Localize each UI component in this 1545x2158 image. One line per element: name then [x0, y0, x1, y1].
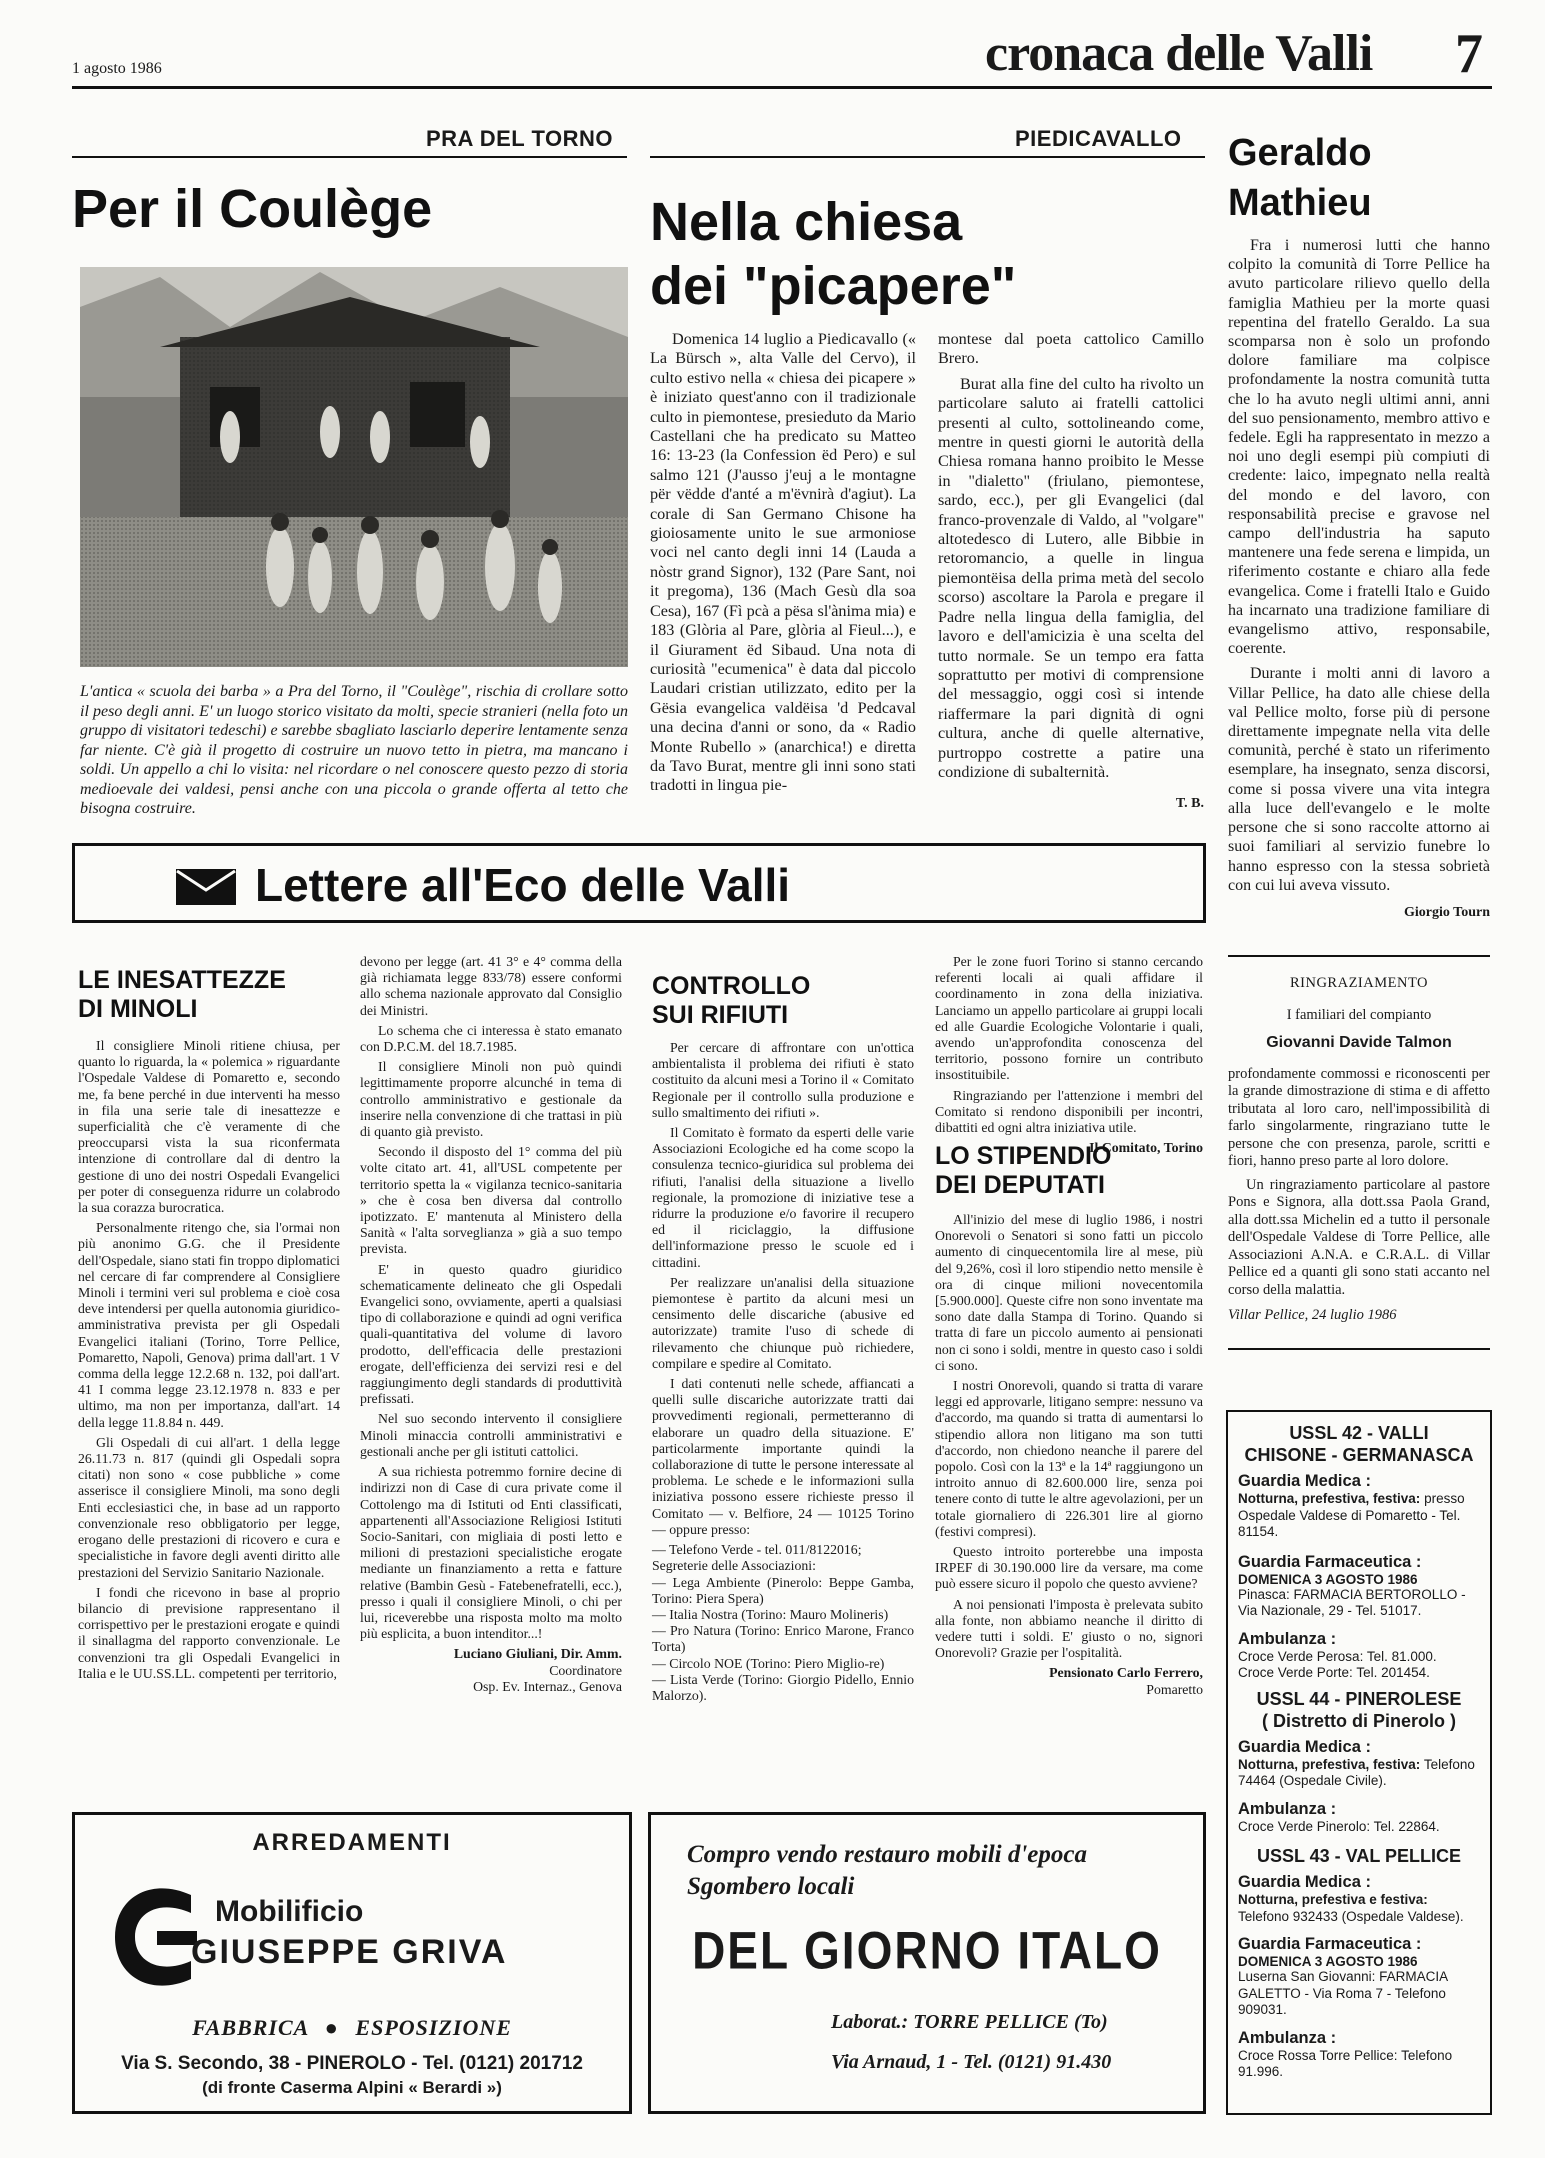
rifiuti-contact: — Lista Verde (Torino: Giorgio Pidello, Ennio Malorzo). — [652, 1671, 914, 1703]
ussl-42-ambulanza-line: Croce Verde Perosa: Tel. 81.000. — [1238, 1648, 1437, 1664]
griva-logo-icon — [111, 1877, 201, 1997]
ussl-43-farmacia-text: Luserna San Giovanni: FARMACIA GALETTO - Via Roma 7 - Telefono 909031. — [1238, 1969, 1448, 2017]
ussl-44-ambulanza-line: Croce Verde Pinerolo: Tel. 22864. — [1238, 1818, 1440, 1834]
minoli-paragraph: Il consigliere Minoli non può quindi legittimamente proporre alcunché in tema di controllo amministrativo e gestionale da inserire nella convenzione di che trattasi in più di quanto già previsto. — [360, 1059, 622, 1140]
headline-rifiuti — [652, 972, 810, 1030]
headline-mathieu — [1228, 128, 1372, 228]
minoli-col2 — [360, 954, 622, 1695]
rifiuti-contact: — Circolo NOE (Torino: Piero Miglio-re) — [652, 1655, 885, 1671]
ad-griva-address-note: (di fronte Caserma Alpini « Berardi ») — [202, 2078, 502, 2097]
headline-minoli-line1: LE INESATTEZZE — [78, 966, 286, 994]
ussl-42-guardia-detail: presso Ospedale Valdese di Pomaretto - Tel. 81154. — [1238, 1491, 1465, 1539]
ussl-43-farmacia-date: DOMENICA 3 AGOSTO 1986 — [1238, 1954, 1418, 1969]
rifiuti-paragraph: I dati contenuti nelle schede, affiancati a quelli sulle discariche autorizzate tratti dai provvedimenti regionali, permetteranno di elaborare un quadro della situazione. E' particolarmente importante quindi la collaborazione di tutte le persone interessate al problema. Le schede e le informazioni sulla iniziativa possono essere richieste presso il Comitato — v. Belfiore, 24 — 10125 Torino — oppure presso: — [652, 1376, 914, 1537]
rifiuti-contact: — Italia Nostra (Torino: Mauro Molineris) — [652, 1606, 889, 1622]
headline-picapere-line2: dei "picapere" — [650, 256, 1017, 316]
ad-griva-name-line2: GIUSEPPE GRIVA — [191, 1933, 508, 1971]
headline-stipendio-line2: DEI DEPUTATI — [935, 1171, 1105, 1199]
ad-griva-activities — [75, 2015, 629, 2041]
ussl-42-farmacia-label: Guardia Farmaceutica : — [1238, 1552, 1422, 1571]
ringraziamento-title: RINGRAZIAMENTO — [1289, 975, 1429, 991]
minoli-paragraph: Nel suo secondo intervento il consigliere Minoli minaccia controlli amministrativi e gestionali anche per gli istituti cattolici. — [360, 1411, 622, 1459]
rifiuti-paragraph: Ringraziando per l'attenzione i membri del Comitato si rendono disponibili per incontri, dibattiti ed ogni altra iniziativa utile. — [935, 1087, 1203, 1136]
ussl-44 — [1238, 1688, 1480, 1836]
minoli-signature-role: Coordinatore — [549, 1662, 622, 1678]
ussl-44-ambulanza-label: Ambulanza : — [1238, 1799, 1337, 1818]
ussl-44-guardia-text — [1238, 1757, 1480, 1790]
kicker-rule-2 — [650, 156, 1205, 158]
rifiuti-paragraph: Per le zone fuori Torino si stanno cercando referenti locali ai quali affidare il coordinamento in zona della iniziativa. Lanciamo un appello particolare ai gruppi locali ed alle Guardie Ecologiche Volontarie i quali, avendo un'approfondita conoscenza del territorio, possono fornire un contributo insostituibile. — [935, 954, 1203, 1083]
picapere-col1 — [650, 330, 916, 802]
ad-griva-activity-right: ESPOSIZIONE — [355, 2015, 512, 2040]
ad-delgiorno — [648, 1812, 1206, 2114]
ad-delgiorno-line2: Sgombero locali — [687, 1873, 855, 1900]
mathieu-rule — [1228, 955, 1490, 957]
ringraziamento — [1228, 975, 1490, 1325]
bullet-icon: ● — [324, 2015, 339, 2040]
minoli-signature-org: Osp. Ev. Internaz., Genova — [473, 1678, 622, 1694]
ussl-42-subtitle: CHISONE - GERMANASCA — [1244, 1445, 1474, 1465]
ringraziamento-intro: I familiari del compianto — [1286, 1006, 1432, 1023]
ussl-42-guardia-text — [1238, 1491, 1480, 1541]
rifiuti-paragraph: Il Comitato è formato da esperti delle varie Associazioni Ecologiche ed ha come scopo la consulenza tecnico-giuridica sul problema dei rifiuti, l'analisi della situazione a livello regionale, la promozione di iniziative tese a ridurre la produzione e/o favorire il recupero ed il riciclaggio, la diffusione dell'informazione presso le scuole ed i cittadini. — [652, 1125, 914, 1270]
stipendio-paragraph: I nostri Onorevoli, quando si tratta di varare leggi ed approvarle, litigano sempre: nessuno va d'accordo, ma quando si tratta di aumentarsi lo stipendio allora non litigano ma son tutti d'accordo, non chiedono neanche il parere del popolo. Così con la 13ª e la 14ª raggiungono un introito annuo di 82.600.000 lire, senza poi tenere conto di tutte le altre agevolazioni, per un totale giornaliero di 226.301 lire al giorno (festivi compresi). — [935, 1378, 1203, 1539]
rifiuti-contact: — Pro Natura (Torino: Enrico Marone, Franco Torta) — [652, 1623, 914, 1655]
masthead-rule — [72, 86, 1492, 89]
ad-griva — [72, 1812, 632, 2114]
ussl-43-title: USSL 43 - VAL PELLICE — [1256, 1846, 1462, 1866]
ussl-44-guardia-label: Guardia Medica : — [1238, 1737, 1371, 1756]
ringraziamento-paragraph: profondamente commossi e riconoscenti per la grande dimostrazione di stima e di affetto tributata al loro caro, nell'impossibilità di farlo singolarmente, ringraziano tutte le persone che con presenza, parole, scritti e fiori, hanno preso parte al loro dolore. — [1228, 1065, 1490, 1169]
ussl-43-guardia-label: Guardia Medica : — [1238, 1873, 1371, 1891]
minoli-paragraph: Personalmente ritengo che, sia l'ormai non più anonimo G.G. che il Presidente dell'Ospedale, siano stati fin troppo diplomatici nel cercare di far comprendere al Consigliere Minoli i termini veri sul problema e cioè cosa deve intendersi per quella autonomia giuridico-amministrativa prevista per gli Ospedali Evangelici italiani (Torino, Torre Pellice, Pomaretto, Napoli, Genova) prima dall'art. 1 V comma della legge 12.2.68 n. 132, poi dall'art. 41 I comma legge 23.12.1978 n. 833 e per ultimo, ma non per importanza, dall'art. 14 della legge 11.8.84 n. 449. — [78, 1220, 340, 1430]
ussl-42-ambulanza-line: Croce Verde Porte: Tel. 201454. — [1238, 1665, 1430, 1680]
ussl-44-guardia-bold: Notturna, prefestiva, festiva: — [1238, 1756, 1421, 1772]
kicker-rule — [72, 156, 627, 158]
kicker-piedicavallo: PIEDICAVALLO — [1015, 126, 1182, 151]
mathieu-signature: Giorgio Tourn — [1404, 904, 1490, 920]
envelope-icon — [175, 868, 237, 906]
headline-coulege: Per il Coulège — [72, 179, 433, 239]
ussl-43-farmacia-label: Guardia Farmaceutica : — [1238, 1935, 1422, 1953]
headline-minoli-line2: DI MINOLI — [78, 995, 198, 1023]
ringraziamento-place-date: Villar Pellice, 24 luglio 1986 — [1228, 1307, 1397, 1323]
ussl-42-title: USSL 42 - VALLI — [1289, 1423, 1429, 1443]
minoli-paragraph: Secondo il disposto del 1° comma del più volte citato art. 41, all'USL competente per territorio spetta la « vigilanza tecnico-sanitaria » che è cosa ben diversa dal controllo ipotizzato. E' mantenuta al Ministero della Sanità « l'alta sorveglianza » già a suo tempo prevista. — [360, 1144, 622, 1257]
rifiuti-col1 — [652, 1040, 914, 1704]
ringraziamento-rule — [1228, 1348, 1490, 1350]
rifiuti-paragraph: Per realizzare un'analisi della situazione piemontese è partito da alcuni mesi un censimento delle discariche (abusive ed autorizzate) tramite l'uso di schede di rilevamento che chiunque può richiedere, compilare e spedire al Comitato. — [652, 1274, 914, 1371]
ussl-42 — [1238, 1422, 1480, 1682]
headline-rifiuti-line2: SUI RIFIUTI — [652, 1001, 789, 1029]
stipendio-body — [935, 1212, 1203, 1698]
mathieu-paragraph: Durante i molti anni di lavoro a Villar Pellice, ha dato alle chiese della val Pellice molto, forse più di persone direttamente impegnate nella vita delle comunità, perché è stato un riferimento esemplare, ha insegnato, senza discorsi, come si possa vivere una vita integra alla luce dell'evangelo e le molte persone che si sono raccolte attorno ai suoi familiari al servizio funebre lo hanno espresso con la stessa sobrietà con cui lui aveva vissuto. — [1228, 665, 1490, 894]
ussl-42-guardia-label: Guardia Medica : — [1238, 1472, 1371, 1490]
ad-delgiorno-lab: Laborat.: TORRE PELLICE (To) — [831, 2011, 1108, 2033]
ussl-43-ambulanza-line: Croce Rossa Torre Pellice: Telefono 91.996. — [1238, 2047, 1453, 2079]
rifiuti-paragraph: Per cercare di affrontare con un'ottica ambientalista il problema dei rifiuti è stato costituito da alcuni mesi a Torino il « Comitato Regionale per il controllo sulla produzione e sullo smaltimento dei rifiuti ». — [652, 1040, 914, 1120]
headline-mathieu-line2: Mathieu — [1228, 182, 1372, 224]
minoli-col1 — [78, 1038, 340, 1686]
picapere-paragraph: montese dal poeta cattolico Camillo Brero. — [938, 330, 1204, 368]
minoli-paragraph: E' in questo quadro giuridico schematicamente delineato che gli Ospedali Evangelici sono, ovviamente, aperti a qualsiasi tipo di collaborazione e quindi ad ogni verifica quali-quantitativa del volume di lavoro prodotto, dell'efficacia delle prestazioni erogate, dell'efficienza dei servizi resi e del raggiungimento degli standards di produttività prefissati. — [360, 1261, 622, 1407]
ad-griva-address: Via S. Secondo, 38 - PINEROLO - Tel. (0121) 201712 — [121, 2053, 583, 2074]
picapere-paragraph: Domenica 14 luglio a Piedicavallo (« La Bürsch », alta Valle del Cervo), il culto estivo nella « chiesa dei picapere » è iniziato quest'anno con il tradizionale culto in piemontese, presieduto da Mario Castellani che ha predicato su Matteo 16: 13-23 (la Confession ëd Pero) e sul salmo 121 (J'ausso j'euj a le montagne për vëdde d'anté a m'ëvnirà d'agiut). La corale di San Germano Chisone ha gioiosamente unito le sue armoniose voci nel canto degli inni 14 (Lauda a nòstr grand Signor), 132 (Pare Sant, noi it pregoma), 136 (Mach Gesù dla soa Cesa), 167 (Fì pcà a pësa sl'ànima mia) e 183 (Glòria al Pare, glòria al Fieul...), e il Giurament ëd Sibaud. Una nota di curiosità "ecumenica" è data dal piccolo Laudari cristian utilizzato, edito per la Gësia evangelica valdëisa 'd Pedcaval una decina d'anni or sono, da « Radio Monte Rubello » (anarchica!) e diretta da Tavo Burat, mentre gli inni sono stati tradotti in lingua pie- — [650, 330, 916, 795]
headline-minoli — [78, 966, 286, 1024]
rifiuti-contact: — Telefono Verde - tel. 011/8122016; — [652, 1542, 862, 1558]
section-name: cronaca delle Valli — [985, 25, 1373, 82]
picapere-paragraph: Burat alla fine del culto ha rivolto un particolare saluto ai fratelli cattolici presenti al culto, sottolineando come, mentre in questi giorni le autorità della Chiesa romana hanno proibito le Messe in "dialetto" (friulano, piemontese, sardo, ecc.), per gli Evangelici (dal franco-provenzale di Valdo, al "volgare" altotedesco di Lutero, alle Bibbie in retoromancio, a quelle in lingua piemontëisa della prima metà del secolo scorso) ascoltare la Parola e pregare il Padre nella lingua della famiglia, del lavoro e dell'amicizia è una scelta del tutto normale. Se un tempo era fatta soprattutto per motivi di comprensione del messaggio, oggi così si intende riaffermare la pari dignità di ogni cultura, anche di quelle alternative, purtroppo costrette a patire una condizione di subalternità. — [938, 374, 1204, 781]
mathieu-body — [1228, 236, 1490, 922]
photo-caption: L'antica « scuola dei barba » a Pra del Torno, il "Coulège", rischia di crollare sotto il peso degli anni. E' un luogo storico visitato da molti, specie stranieri (nella foto un gruppo di visitatori tedeschi) e sarebbe sbagliato lasciarlo deperire lentamente senza far niente. C'è già il progetto di costruire un nuovo tetto in pietra, ma mancano i soldi. Un appello a chi lo visita: nel ricordare o nel conoscere questo pezzo di storia medioevale dei valdesi, pensi anche con una piccola o grande offerta al tetto che bisogna costruire. — [80, 683, 628, 817]
picapere-signature: T. B. — [1175, 796, 1204, 812]
minoli-paragraph: Il consigliere Minoli ritiene chiusa, per quanto lo riguarda, la « polemica » riguardante l'Ospedale Valdese di Pomaretto e, secondo me, fa bene perché in due interventi ha messo in fila una serie tale di inesattezze e superficialità che c'è veramente di che preoccuparsi vista la sua riconfermata intenzione di controllare dal di dentro la gestione di uno dei nostri Ospedali Evangelici per poter di conseguenza ridurre un colabrodo la sua corazza burocratica. — [78, 1038, 340, 1216]
minoli-paragraph: Lo schema che ci interessa è stato emanato con D.P.C.M. del 18.7.1985. — [360, 1022, 622, 1055]
ad-griva-heading: ARREDAMENTI — [252, 1829, 452, 1856]
ussl-44-guardia-detail: Telefono 74464 (Ospedale Civile). — [1238, 1756, 1475, 1788]
minoli-paragraph: devono per legge (art. 41 3° e 4° comma della già richiamata legge 833/78) essere conformi allo schema nazionale approvato dal Consiglio dei Ministri. — [360, 954, 622, 1018]
ussl-43-guardia-bold: Notturna, prefestiva e festiva: — [1238, 1892, 1428, 1907]
headline-mathieu-line1: Geraldo — [1228, 132, 1372, 174]
minoli-paragraph: A sua richiesta potremmo fornire decine di indirizzi non di Case di cura private come il Cottolengo ma di Istituti od Enti classificati, appartenenti all'Associazione Religiosi Istituti Socio-Sanitari, con migliaia di posti letto e milioni di prestazioni specialistiche erogate mediante un finanziamento a retta e fatture relative (Bambin Gesù - Fatebenefratelli, ecc.), presso i quali il consigliere Minoli, o chi per lui, riceverebbe una risposta molto ma molto più esplicita, a buon intenditor...! — [360, 1464, 622, 1642]
picapere-col2 — [938, 330, 1204, 814]
ringraziamento-paragraph: Un ringraziamento particolare al pastore Pons e Signora, alla dott.ssa Paola Grand, alla dott.ssa Michelin ed a tutto il personale dell'Ospedale Valdese di Torre Pellice, alle Associazioni A.N.A. e C.R.A.L. di Villar Pellice ed a quanti gli sono stati accanto nel corso della malattia. — [1228, 1176, 1490, 1298]
headline-stipendio — [935, 1142, 1111, 1200]
stipendio-paragraph: Questo introito porterebbe una imposta IRPEF di 30.190.000 lire da versare, ma come può essere sicuro il popolo che questo avviene? — [935, 1544, 1203, 1592]
minoli-paragraph: Gli Ospedali di cui all'art. 1 della legge 26.11.73 n. 817 (quindi gli Ospedali sopra citati) non sono « cose pubbliche » come asserisce il consigliere Minoli, ma sono degli Enti ecclesiastici che, in base ad un rapporto convenzionale reso obbligatorio per legge, erogano delle prestazioni di ricovero e cura e specialistiche in favore degli aventi diritto alle prestazioni del Servizio Sanitario Nazionale. — [78, 1434, 340, 1580]
stipendio-signature-name: Pensionato Carlo Ferrero, — [1049, 1665, 1203, 1681]
photo-coulege — [80, 267, 628, 667]
rifiuti-contact: — Lega Ambiente (Pinerolo: Beppe Gamba, Torino: Piera Spera) — [652, 1574, 914, 1606]
stipendio-signature-place: Pomaretto — [1146, 1681, 1203, 1697]
masthead-title — [985, 24, 1372, 84]
ussl-43 — [1238, 1845, 1480, 2081]
ad-delgiorno-line1: Compro vendo restauro mobili d'epoca — [687, 1841, 1087, 1868]
stipendio-paragraph: All'inizio del mese di luglio 1986, i nostri Onorevoli o Senatori si sono fatti un piccolo aumento di cinquecentomila lire al mese, più del 9,26%, così il loro stipendio netto mensile è ora di cinque milioni novecentomila [5.900.000]. Queste cifre non sono inventate ma sono date dalla Stampa di Torino. Quando si tratta di fare un piccolo aumento ai pensionati non ci sono i soldi, mentre in questo caso i soldi ci sono. — [935, 1212, 1203, 1373]
mathieu-paragraph: Fra i numerosi lutti che hanno colpito la comunità di Torre Pellice ha avuto particolare rilievo quello della famiglia Mathieu per la morte quasi repentina del fratello Geraldo. La sua scomparsa non è solo un profondo dolore familiare ma colpisce profondamente la nostra comunità tutta che lo ha avuto negli ultimi anni, anni del suo pensionamento, membro attivo e fedele. Egli ha rappresentato in mezzo a noi uno degli esempi più compiuti di credente: laico, impegnato nella realtà del mondo e del lavoro, con responsabilità precise e gravose nel campo dell'industria ha saputo mantenere una fede serena e limpida, un riferimento costante e chiaro alla fede evangelica. Come i fratelli Italo e Guido ha incarnato una tradizione familiare di evangelismo attivo, responsabile, coerente. — [1228, 237, 1490, 658]
ussl-42-ambulanza-label: Ambulanza : — [1238, 1629, 1337, 1648]
issue-date: 1 agosto 1986 — [72, 60, 162, 77]
lettere-banner — [72, 843, 1206, 923]
rifiuti-contact: Segreterie delle Associazioni: — [652, 1558, 816, 1574]
ussl-42-farmacia-date: DOMENICA 3 AGOSTO 1986 — [1238, 1571, 1418, 1587]
lettere-banner-title: Lettere all'Eco delle Valli — [255, 859, 791, 911]
ussl-44-subtitle: ( Distretto di Pinerolo ) — [1261, 1710, 1456, 1731]
ussl-44-title: USSL 44 - PINEROLESE — [1256, 1688, 1462, 1709]
headline-picapere — [650, 190, 1016, 318]
ad-delgiorno-name: DEL GIORNO ITALO — [692, 1920, 1162, 1980]
ussl-43-guardia-text — [1238, 1892, 1480, 1925]
page-number: 7 — [1455, 23, 1483, 85]
headline-rifiuti-line1: CONTROLLO — [652, 972, 811, 1000]
ussl-42-farmacia-text: Pinasca: FARMACIA BERTOROLLO - Via Nazionale, 29 - Tel. 51017. — [1238, 1586, 1466, 1618]
ad-delgiorno-address: Via Arnaud, 1 - Tel. (0121) 91.430 — [831, 2051, 1112, 2073]
ussl-42-guardia-bold: Notturna, prefestiva, festiva: — [1238, 1491, 1421, 1506]
headline-picapere-line1: Nella chiesa — [650, 192, 963, 252]
photo-coulege-image — [80, 267, 628, 667]
ussl-box — [1226, 1410, 1492, 2115]
kicker-pra-del-torno: PRA DEL TORNO — [426, 126, 614, 151]
ad-griva-name-line1: Mobilificio — [215, 1895, 364, 1928]
rifiuti-signature: Il Comitato, Torino — [1089, 1140, 1203, 1156]
ringraziamento-name: Giovanni Davide Talmon — [1266, 1034, 1452, 1051]
headline-stipendio-line1: LO STIPENDIO — [935, 1142, 1112, 1170]
rifiuti-col2 — [935, 954, 1203, 1156]
minoli-paragraph: I fondi che ricevono in base al proprio bilancio di previsione rappresentano il corrispettivo per le prestazioni erogate e quindi il sinallagma del rapporto convenzionale. Le convenzioni tra gli Ospedali Evangelici in Italia e le UU.SS.LL. competenti per territorio, — [78, 1584, 340, 1681]
stipendio-paragraph: A noi pensionati l'imposta è prelevata subito alla fonte, non abbiamo neanche il diritto di vedere tutti i soldi. E' giusto o no, signori Onorevoli? Grazie per l'ospitalità. — [935, 1596, 1203, 1661]
ad-griva-activity-left: FABBRICA — [192, 2015, 309, 2040]
ussl-43-ambulanza-label: Ambulanza : — [1238, 2028, 1337, 2047]
minoli-signature-name: Luciano Giuliani, Dir. Amm. — [453, 1646, 622, 1662]
ussl-43-guardia-detail: Telefono 932433 (Ospedale Valdese). — [1238, 1908, 1464, 1924]
